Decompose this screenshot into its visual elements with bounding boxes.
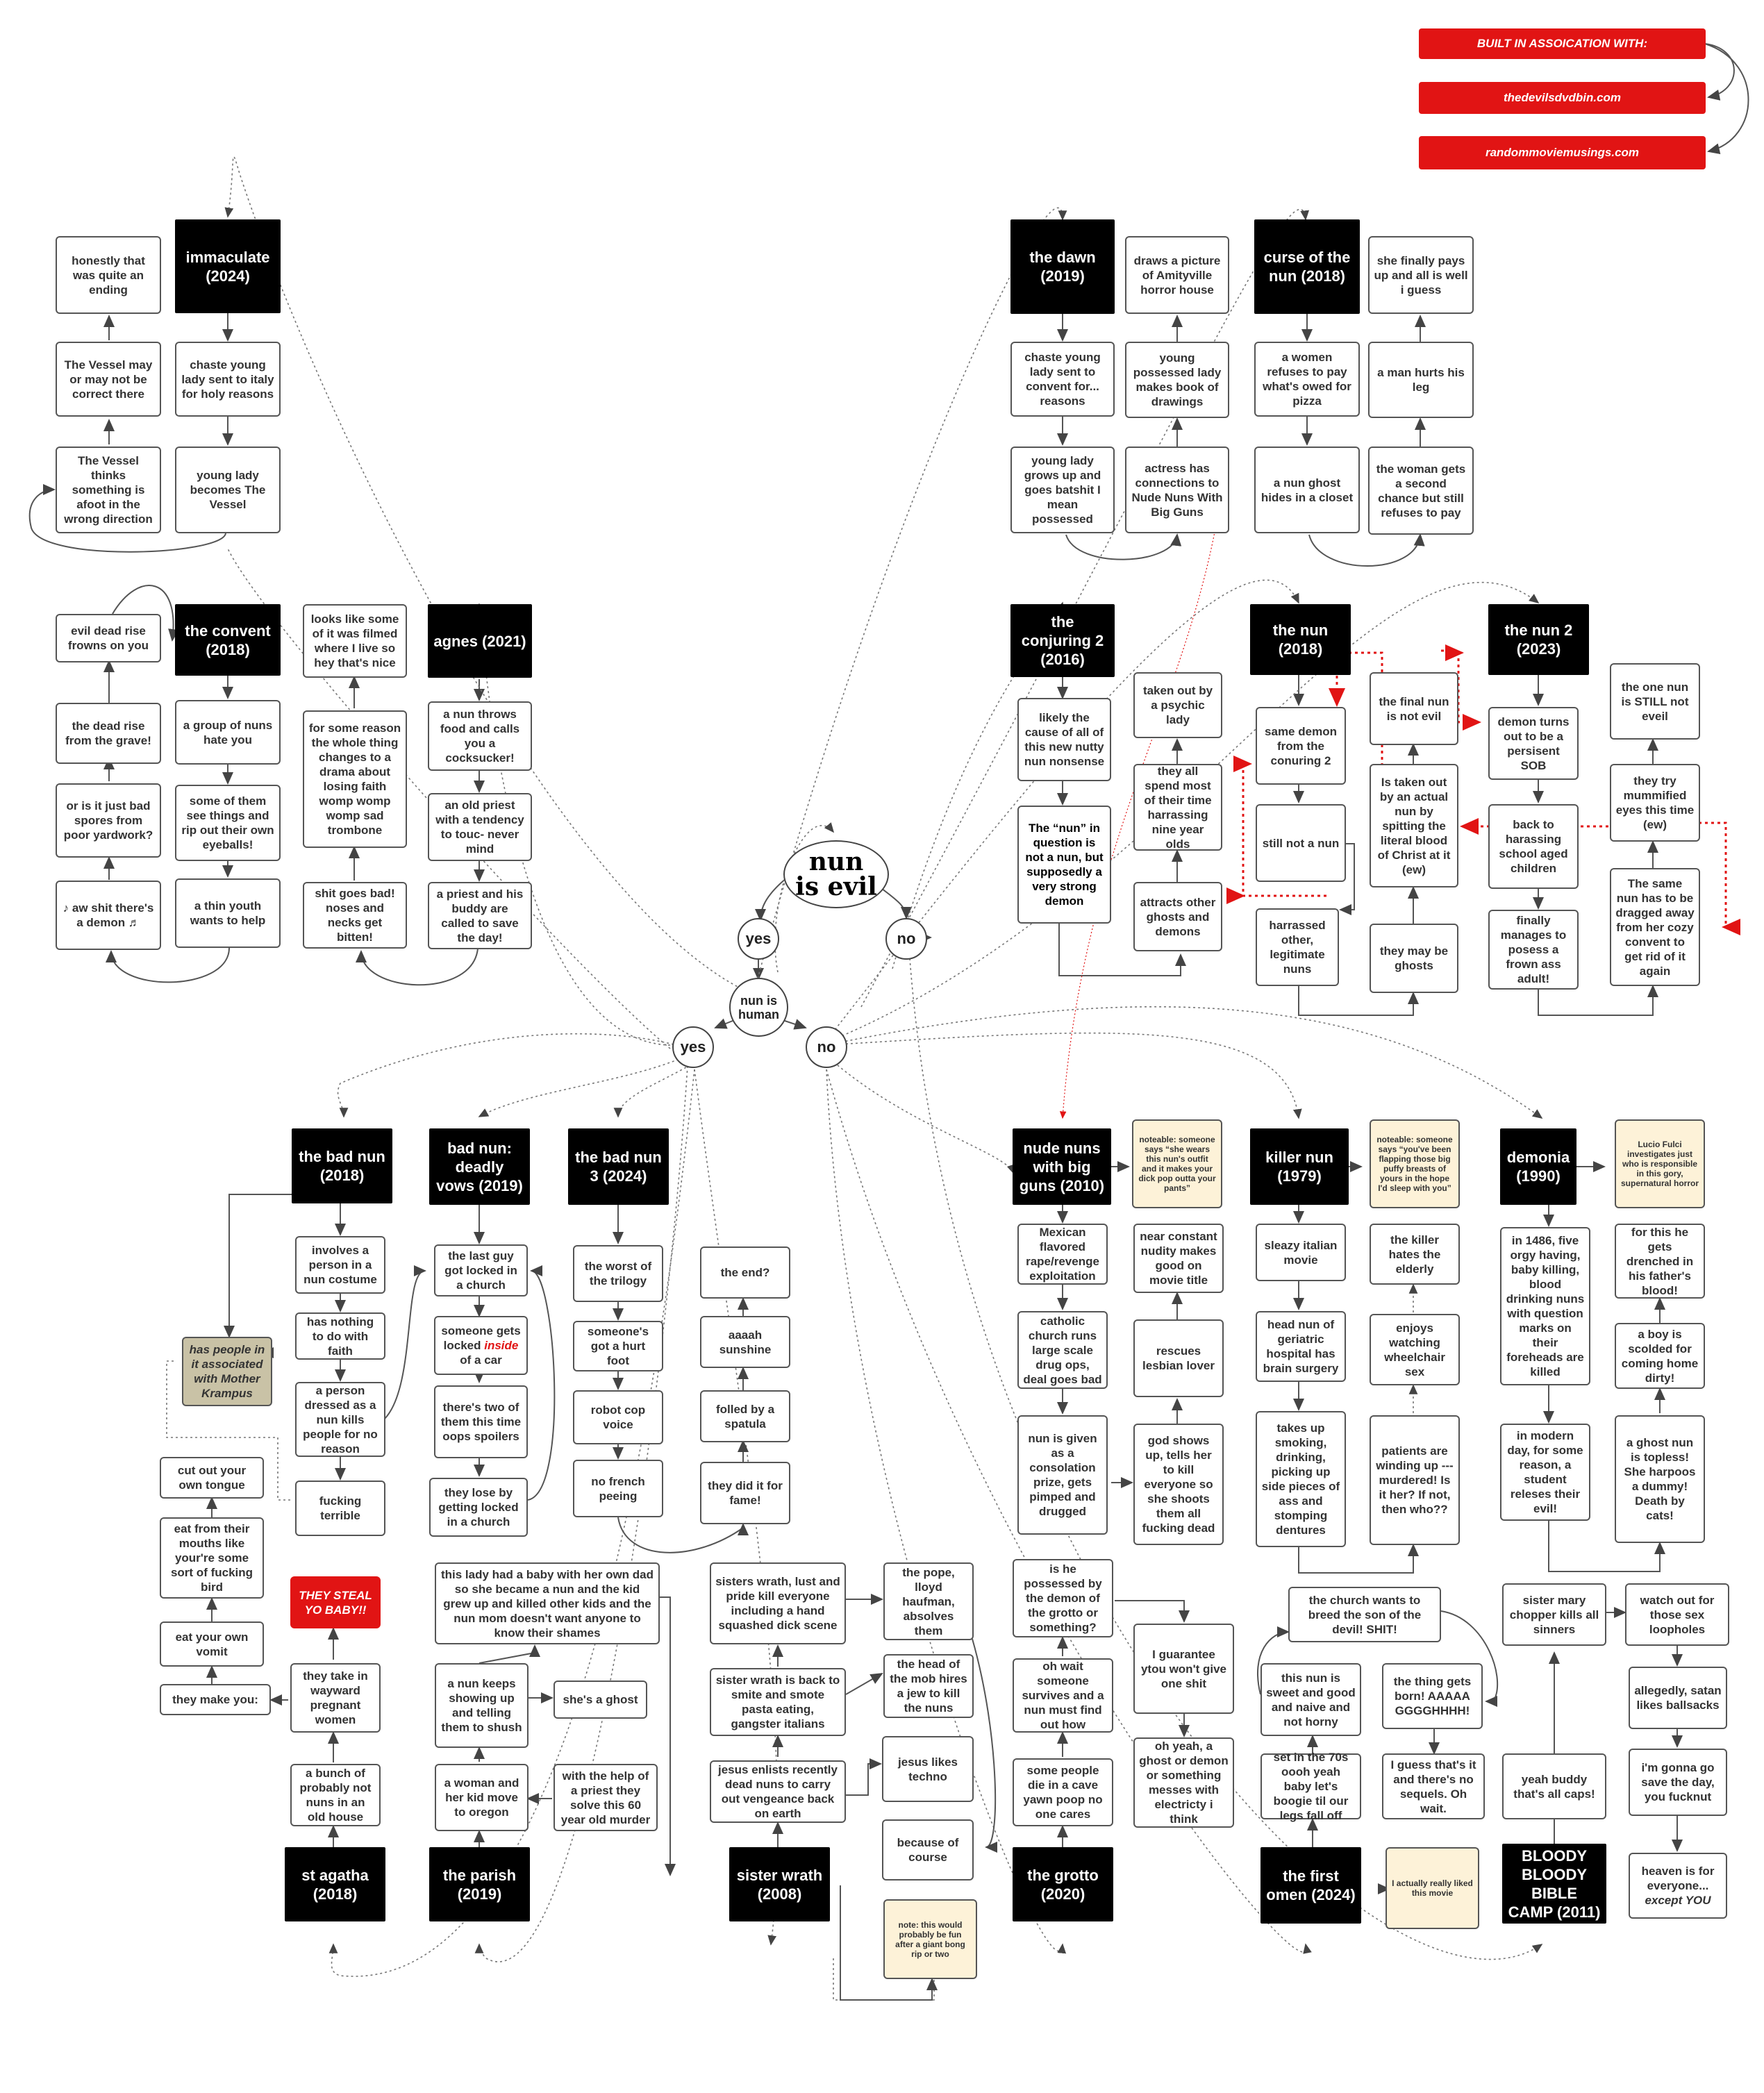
nun-2018-step-5: Is taken out by an actual nun by spitting the literal blood of Christ at it (ew) <box>1370 764 1458 887</box>
curse-step-3: the woman gets a second chance but still refuses to pay <box>1368 447 1474 535</box>
title-the-bad-nun-2018: the bad nun (2018) <box>292 1128 392 1203</box>
parish-step-5: with the help of a priest they solve this 60 year old murder <box>554 1764 658 1831</box>
grotto-step-3: is he possessed by the demon of the grotto or something? <box>1013 1559 1113 1637</box>
grotto-step-5: oh yeah, a ghost or demon or something messes with electricty i think <box>1133 1737 1234 1828</box>
wrath-step-5: the head of the mob hires a jew to kill the nuns <box>883 1654 974 1718</box>
bad-nun-3-step-3: robot cop voice <box>573 1390 663 1444</box>
nun-2-step-6: the one nun is STILL not eveil <box>1610 663 1700 740</box>
agatha-step-3: THEY STEAL YO BABY!! <box>290 1576 381 1628</box>
bad-nun-3-step-5: they did it for fame! <box>700 1462 790 1524</box>
bad-nun-3-step-1: the worst of the trilogy <box>573 1245 663 1302</box>
killer-nun-step-4: patients are winding up --- murdered! Is it her? If not, then who?? <box>1370 1415 1460 1545</box>
agnes-step-3: a priest and his buddy are called to save the day! <box>428 882 532 949</box>
agatha-step-2: they take in wayward pregnant women <box>290 1663 381 1733</box>
vows-step-2-em: inside <box>484 1339 519 1352</box>
nun-2018-step-1: same demon from the conuring 2 <box>1256 707 1346 785</box>
nun-2018-step-2: still not a nun <box>1256 804 1346 882</box>
bad-nun-step-4: fucking terrible <box>295 1481 385 1536</box>
curse-step-2: a nun ghost hides in a closet <box>1254 447 1360 533</box>
title-the-conjuring-2-2016: the conjuring 2 (2016) <box>1010 604 1115 677</box>
bad-nun-step-2: has nothing to do with faith <box>295 1312 385 1360</box>
vows-step-2 <box>434 1316 528 1375</box>
killer-nun-step-6: the killer hates the elderly <box>1370 1224 1460 1285</box>
title-curse-of-the-nun-2018: curse of the nun (2018) <box>1254 219 1360 314</box>
agatha-step-7: cut out your own tongue <box>160 1457 264 1499</box>
bible-camp-step-5: i'm gonna go save the day, you fucknut <box>1629 1749 1727 1816</box>
conjuring-step-3: attracts other ghosts and demons <box>1133 882 1222 951</box>
dawn-step-3: actress has connections to Nude Nuns With Big Guns <box>1125 447 1229 533</box>
title-demonia-1990: demonia (1990) <box>1500 1128 1576 1205</box>
human-no-node: no <box>806 1026 847 1068</box>
center-title-line1: nun <box>808 847 864 876</box>
wrath-step-4: the pope, lloyd haufman, absolves them <box>883 1562 974 1640</box>
conjuring-step-5: taken out by a psychic lady <box>1133 672 1222 738</box>
killer-nun-note: noteable: someone says “you've been flapping those big puffy breasts of yours in the hope I'd sleep with you” <box>1370 1119 1460 1208</box>
demonia-step-5: for this he gets drenched in his father's blood! <box>1615 1224 1705 1299</box>
convent-step-3: a thin youth wants to help <box>175 878 281 948</box>
bible-camp-step-3: watch out for those sex loopholes <box>1625 1583 1729 1646</box>
convent-step-2: some of them see things and rip out their own eyeballs! <box>175 785 281 861</box>
agnes-step-4: shit goes bad! noses and necks get bitten! <box>303 882 407 949</box>
wrath-note: note: this would probably be fun after a giant bong rip or two <box>883 1899 977 1979</box>
bad-nun-step-1: involves a person in a nun costume <box>295 1236 385 1294</box>
nude-nuns-step-4: god shows up, tells her to kill everyone so she shoots them all fucking dead <box>1133 1424 1224 1545</box>
title-the-bad-nun-3-2024: the bad nun 3 (2024) <box>568 1128 669 1205</box>
nun-2-step-4: The same nun has to be dragged away from her cozy convent to get rid of it again <box>1610 868 1700 986</box>
nun-2018-step-4: they may be ghosts <box>1370 924 1458 993</box>
human-yes-node: yes <box>672 1026 714 1068</box>
bible-camp-step-4: allegedly, satan likes ballsacks <box>1629 1667 1727 1729</box>
wrath-step-1: jesus enlists recently dead nuns to carry out vengeance back on earth <box>710 1760 846 1823</box>
vows-step-2-post: of a car <box>460 1353 502 1367</box>
title-the-grotto-2020: the grotto (2020) <box>1013 1847 1113 1921</box>
convent-step-6: the dead rise from the grave! <box>56 703 161 764</box>
site-link-devilsdvdbin[interactable]: thedevilsdvdbin.com <box>1419 82 1706 114</box>
curse-step-5: she finally pays up and all is well i guess <box>1368 236 1474 314</box>
title-killer-nun-1979: killer nun (1979) <box>1250 1128 1349 1205</box>
demonia-step-2: in modern day, for some reason, a student releses their evil! <box>1500 1424 1590 1521</box>
omen-step-5: I guess that's it and there's no sequels. Oh wait. <box>1382 1753 1485 1819</box>
killer-nun-step-3: takes up smoking, drinking, picking up side pieces of ass and stomping dentures <box>1256 1411 1346 1547</box>
site-link-randommoviemusings[interactable]: randommoviemusings.com <box>1419 136 1706 169</box>
title-the-dawn-2019: the dawn (2019) <box>1010 219 1115 314</box>
evil-yes-node: yes <box>738 918 779 960</box>
parish-step-4: this lady had a baby with her own dad so she became a nun and the kid grew up and killed other kids and the nun mom doesn't want anyone to know their shames <box>435 1562 660 1644</box>
conjuring-step-2: The “nun” in question is not a nun, but supposedly a very strong demon <box>1017 806 1111 924</box>
parish-step-3: she's a ghost <box>554 1681 647 1719</box>
nun-is-evil-node <box>783 840 889 908</box>
convent-step-5: or is it just bad spores from poor yardwork? <box>56 783 161 858</box>
title-the-first-omen-2024: the first omen (2024) <box>1260 1847 1361 1924</box>
curse-step-1: a women refuses to pay what's owed for pizza <box>1254 342 1360 417</box>
association-banner: BUILT IN ASSOICATION WITH: <box>1419 28 1706 59</box>
convent-step-7: evil dead rise frowns on you <box>56 614 161 662</box>
nude-nuns-step-5: rescues lesbian lover <box>1133 1319 1224 1397</box>
wrath-step-2: sister wrath is back to smite and smote pasta eating, gangster italians <box>710 1668 846 1736</box>
agatha-step-4: they make you: <box>160 1684 271 1715</box>
omen-step-2: this nun is sweet and good and naive and not horny <box>1260 1663 1361 1736</box>
agnes-step-2: an old priest with a tendency to touc- never mind <box>428 793 532 861</box>
vows-step-3: there's two of them this time oops spoilers <box>434 1385 528 1458</box>
nude-nuns-step-3: nun is given as a consolation prize, gets pimped and drugged <box>1017 1415 1108 1535</box>
vows-step-4: they lose by getting locked in a church <box>429 1478 528 1537</box>
convent-step-1: a group of nuns hate you <box>175 700 281 765</box>
immaculate-step-5: honestly that was quite an ending <box>56 236 161 314</box>
title-bloody-bloody-bible-camp-2011: BLOODY BLOODY BIBLE CAMP (2011) <box>1502 1844 1606 1924</box>
omen-step-4: the thing gets born! AAAAA GGGGHHHH! <box>1382 1663 1483 1729</box>
convent-step-4: ♪ aw shit there's a demon ♬ <box>56 881 161 950</box>
bad-nun-3-step-2: someone's got a hurt foot <box>573 1321 663 1371</box>
bad-nun-3-step-6: folled by a spatula <box>700 1390 790 1442</box>
title-immaculate-2024: immaculate (2024) <box>175 219 281 313</box>
demonia-step-3: a ghost nun is topless! She harpoos a dummy! Death by cats! <box>1615 1415 1705 1543</box>
immaculate-step-3: The Vessel thinks something is afoot in the wrong direction <box>56 447 161 533</box>
parish-step-2: a nun keeps showing up and telling them to shush <box>435 1663 529 1748</box>
agatha-step-1: a bunch of probably not nuns in an old house <box>290 1764 381 1826</box>
bible-camp-step-6 <box>1629 1853 1727 1919</box>
dawn-step-5: draws a picture of Amityville horror house <box>1125 236 1229 314</box>
vows-step-2-pre: someone gets locked <box>441 1324 521 1352</box>
dawn-step-4: young possessed lady makes book of drawings <box>1125 342 1229 418</box>
title-nude-nuns-with-big-guns-2010: nude nuns with big guns (2010) <box>1013 1128 1111 1205</box>
bad-nun-step-3: a person dressed as a nun kills people for no reason <box>295 1382 385 1457</box>
immaculate-step-1: chaste young lady sent to italy for holy reasons <box>175 342 281 417</box>
nude-nuns-step-6: near constant nudity makes good on movie title <box>1133 1224 1224 1293</box>
agatha-step-6: eat from their mouths like your're some sort of fucking bird <box>160 1517 264 1599</box>
center-title-line2: is evil <box>795 872 877 901</box>
title-the-convent-2018: the convent (2018) <box>175 604 281 676</box>
title-st-agatha-2018: st agatha (2018) <box>285 1847 385 1921</box>
dawn-step-1: chaste young lady sent to convent for... reasons <box>1010 342 1115 417</box>
grotto-step-1: some people die in a cave yawn poop no one cares <box>1013 1758 1113 1826</box>
nun-2018-step-3: harrassed other, legitimate nuns <box>1256 908 1339 986</box>
omen-step-1: set in the 70s oooh yeah baby let's boogie til our legs fall off <box>1260 1753 1361 1819</box>
parish-step-1: a woman and her kid move to oregon <box>435 1764 529 1831</box>
killer-nun-step-5: enjoys watching wheelchair sex <box>1370 1314 1460 1385</box>
evil-no-node: no <box>885 918 927 960</box>
omen-note: I actually really liked this movie <box>1386 1847 1479 1929</box>
title-the-parish-2019: the parish (2019) <box>429 1847 530 1921</box>
title-the-nun-2-2023: the nun 2 (2023) <box>1488 604 1589 675</box>
bad-nun-3-step-4: no french peeing <box>573 1460 663 1517</box>
agnes-step-5: for some reason the whole thing changes to a drama about losing faith womp womp womp sad trombone <box>303 710 407 848</box>
bible-camp-step-6-em: except YOU <box>1645 1894 1711 1907</box>
bible-camp-step-2: sister mary chopper kills all sinners <box>1502 1583 1606 1646</box>
grotto-step-2: oh wait someone survives and a nun must find out how <box>1013 1658 1113 1733</box>
agatha-step-5: eat your own vomit <box>160 1621 264 1667</box>
nude-nuns-step-2: catholic church runs large scale drug ops, deal goes bad <box>1017 1311 1108 1389</box>
title-agnes-2021: agnes (2021) <box>428 604 532 678</box>
nude-nuns-note: noteable: someone says “she wears this nun's outfit and it makes your dick pop outta your pants” <box>1132 1119 1222 1208</box>
demonia-step-4: a boy is scolded for coming home dirty! <box>1615 1323 1705 1389</box>
grotto-step-4: I guarantee ytou won't give one shit <box>1133 1624 1234 1714</box>
killer-nun-step-1: sleazy italian movie <box>1256 1224 1346 1281</box>
nun-2018-step-6: the final nun is not evil <box>1370 672 1458 745</box>
conjuring-step-4: they all spend most of their time harrassing nine year olds <box>1133 764 1222 851</box>
curse-step-4: a man hurts his leg <box>1368 342 1474 418</box>
nude-nuns-step-1: Mexican flavored rape/revenge exploitation <box>1017 1224 1108 1285</box>
bible-camp-step-6-pre: heaven is for everyone... <box>1641 1865 1715 1892</box>
nun-2-step-2: back to harassing school aged children <box>1488 804 1579 889</box>
bad-nun-krampus-note: has people in it associated with Mother Krampus <box>182 1337 272 1406</box>
nun-2-step-3: finally manages to posess a frown ass adult! <box>1488 910 1579 990</box>
agnes-step-6: looks like some of it was filmed where I live so hey that's nice <box>303 604 407 678</box>
nun-2-step-1: demon turns out to be a persisent SOB <box>1488 707 1579 780</box>
dawn-step-2: young lady grows up and goes batshit I mean possessed <box>1010 447 1115 533</box>
killer-nun-step-2: head nun of geriatric hospital has brain surgery <box>1256 1311 1346 1382</box>
bad-nun-3-step-8: the end? <box>700 1246 790 1299</box>
omen-step-3: the church wants to breed the son of the devil! SHIT! <box>1288 1587 1441 1642</box>
conjuring-step-1: likely the cause of all of this new nutty nun nonsense <box>1017 698 1111 781</box>
immaculate-step-2: young lady becomes The Vessel <box>175 447 281 533</box>
vows-step-1: the last guy got locked in a church <box>434 1244 528 1296</box>
agnes-step-1: a nun throws food and calls you a cocksucker! <box>428 701 532 771</box>
title-sister-wrath-2008: sister wrath (2008) <box>729 1847 830 1921</box>
title-the-nun-2018: the nun (2018) <box>1250 604 1351 675</box>
demonia-note: Lucio Fulci investigates just who is responsible in this gory, supernatural horror <box>1615 1119 1705 1208</box>
wrath-step-6: jesus likes techno <box>882 1736 974 1802</box>
title-bad-nun-deadly-vows-2019: bad nun: deadly vows (2019) <box>429 1128 530 1205</box>
bible-camp-step-1: yeah buddy that's all caps! <box>1502 1753 1606 1819</box>
wrath-step-7: because of course <box>882 1819 974 1881</box>
nun-is-human-node: nun is human <box>729 978 788 1037</box>
bad-nun-3-step-7: aaaah sunshine <box>700 1316 790 1368</box>
immaculate-step-4: The Vessel may or may not be correct there <box>56 342 161 417</box>
nun-2-step-5: they try mummified eyes this time (ew) <box>1610 764 1700 842</box>
demonia-step-1: in 1486, five orgy having, baby killing, blood drinking nuns with question marks on their foreheads are killed <box>1500 1227 1590 1385</box>
wrath-step-3: sisters wrath, lust and pride kill everyone including a hand squashed dick scene <box>710 1562 846 1644</box>
